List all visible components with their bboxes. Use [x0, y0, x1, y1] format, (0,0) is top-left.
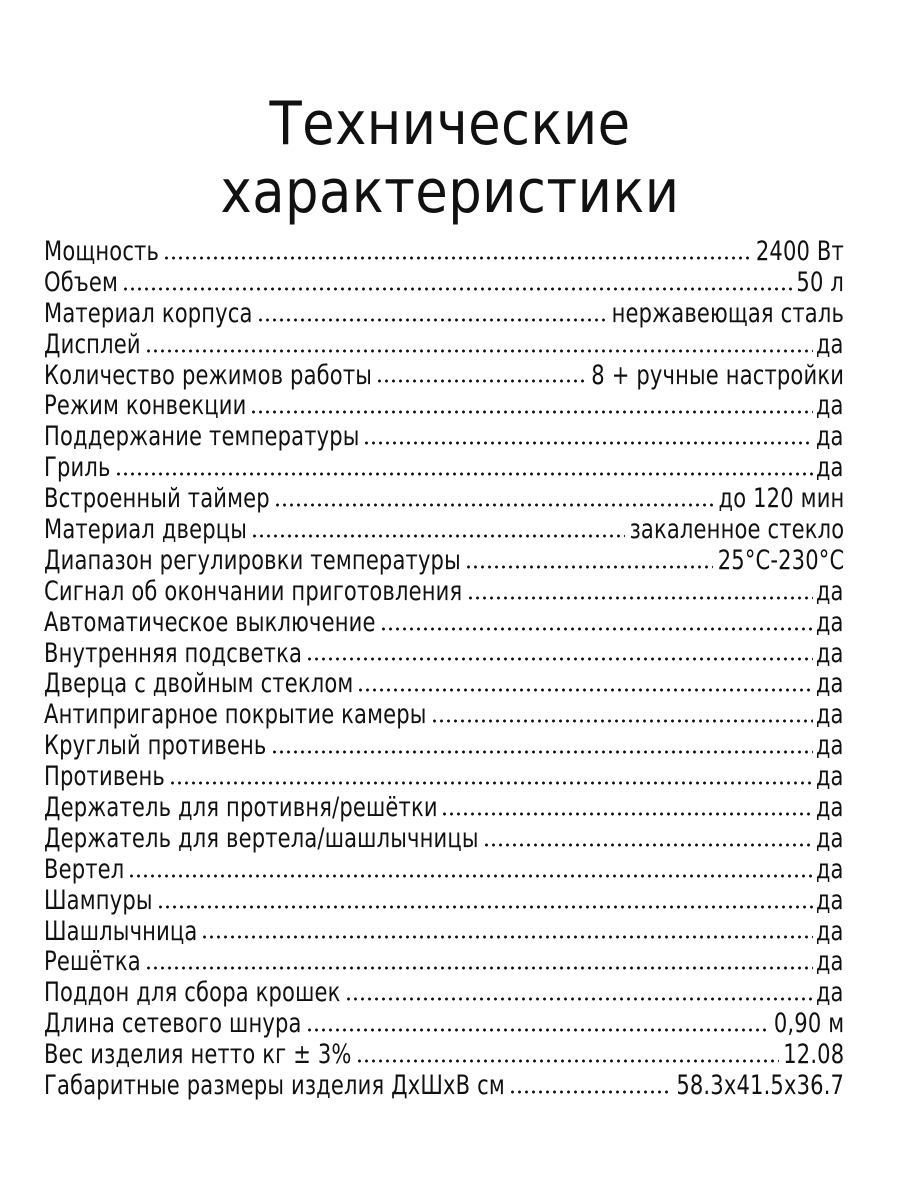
spec-label: Диапазон регулировки температуры [44, 545, 461, 576]
dot-leader [145, 964, 812, 972]
spec-row [44, 978, 844, 1009]
dot-leader [357, 686, 812, 694]
spec-row [44, 669, 844, 700]
dot-leader [250, 408, 813, 416]
spec-row [44, 608, 844, 639]
spec-label: Круглый противень [44, 731, 267, 762]
spec-row [44, 1009, 844, 1040]
spec-value: 58.3x41.5x36.7 [676, 1071, 844, 1102]
dot-leader [128, 872, 812, 880]
spec-value: да [816, 607, 844, 638]
spec-row [44, 700, 844, 731]
spec-value: 12.08 [782, 1040, 844, 1071]
spec-row [44, 299, 844, 330]
spec-row [44, 855, 844, 886]
dot-leader [467, 594, 813, 602]
dot-leader [306, 655, 813, 663]
dot-leader [376, 377, 588, 385]
spec-row [44, 391, 844, 422]
spec-value: да [816, 762, 844, 793]
spec-label: Шампуры [44, 885, 153, 916]
spec-value: 50 л [796, 267, 844, 298]
spec-label: Держатель для вертела/шашлычницы [44, 823, 479, 854]
dot-leader [271, 748, 813, 756]
spec-value: да [816, 823, 844, 854]
spec-label: Длина сетевого шнура [44, 1009, 302, 1040]
dot-leader [345, 995, 813, 1003]
spec-label: Сигнал об окончании приготовления [44, 576, 463, 607]
spec-value: да [816, 669, 844, 700]
spec-value: да [816, 638, 844, 669]
spec-label: Решётка [44, 947, 141, 978]
spec-row [44, 515, 844, 546]
spec-label: Противень [44, 762, 166, 793]
spec-row [44, 824, 844, 855]
spec-row [44, 731, 844, 762]
dot-leader [431, 717, 813, 725]
dot-leader [306, 1026, 770, 1034]
spec-label: Гриль [44, 453, 111, 484]
spec-row [44, 453, 844, 484]
spec-label: Внутренняя подсветка [44, 638, 303, 669]
spec-list [44, 237, 844, 1102]
spec-label: Мощность [44, 237, 160, 267]
spec-label: Габаритные размеры изделия ДхШхВ см [44, 1071, 505, 1102]
dot-leader [363, 439, 812, 447]
dot-leader [257, 316, 607, 324]
spec-value: закаленное стекло [629, 515, 844, 546]
spec-row [44, 361, 844, 392]
spec-row [44, 1040, 844, 1071]
spec-value: да [816, 854, 844, 885]
spec-label: Объем [44, 267, 119, 298]
dot-leader [157, 903, 813, 911]
dot-leader [145, 347, 813, 355]
spec-row [44, 917, 844, 948]
spec-label: Дисплей [44, 329, 141, 360]
spec-label: Поддон для сбора крошек [44, 978, 341, 1009]
spec-row [44, 793, 844, 824]
spec-value: 2400 Вт [755, 237, 844, 267]
dot-leader [483, 841, 813, 849]
page-title [54, 90, 846, 226]
spec-value: да [816, 916, 844, 947]
spec-value: да [816, 731, 844, 762]
dot-leader [122, 285, 792, 293]
spec-value: да [816, 978, 844, 1009]
dot-leader [356, 1057, 779, 1065]
spec-value: да [816, 453, 844, 484]
spec-value: да [816, 793, 844, 824]
dot-leader [251, 532, 625, 540]
spec-value: да [816, 885, 844, 916]
dot-leader [465, 563, 713, 571]
spec-label: Встроенный таймер [44, 484, 270, 515]
spec-row [44, 947, 844, 978]
spec-row [44, 330, 844, 361]
spec-value: нержавеющая сталь [611, 298, 844, 329]
title-line-2: характеристики [220, 157, 680, 228]
spec-row [44, 639, 844, 670]
spec-value: 8 + ручные настройки [591, 360, 844, 391]
spec-label: Количество режимов работы [44, 360, 373, 391]
spec-label: Материал дверцы [44, 515, 248, 546]
dot-leader [169, 779, 812, 787]
spec-value: да [816, 947, 844, 978]
spec-label: Материал корпуса [44, 298, 253, 329]
spec-row [44, 1071, 844, 1102]
dot-leader [115, 470, 813, 478]
dot-leader [380, 625, 813, 633]
spec-row [44, 546, 844, 577]
spec-label: Шашлычница [44, 916, 198, 947]
spec-label: Антипригарное покрытие камеры [44, 700, 427, 731]
spec-value: да [816, 422, 844, 453]
spec-label: Дверца с двойным стеклом [44, 669, 354, 700]
spec-row [44, 237, 844, 268]
spec-value: да [816, 576, 844, 607]
spec-label: Вес изделия нетто кг ± 3% [44, 1040, 352, 1071]
spec-value: да [816, 700, 844, 731]
dot-leader [274, 501, 713, 509]
dot-leader [163, 254, 752, 262]
spec-label: Вертел [44, 854, 125, 885]
title-line-1: Технические [269, 89, 631, 160]
spec-value: до 120 мин [718, 484, 844, 515]
spec-label: Режим конвекции [44, 391, 247, 422]
spec-value: 25°С-230°С [717, 545, 844, 576]
dot-leader [441, 810, 812, 818]
spec-value: 0,90 м [773, 1009, 844, 1040]
spec-row [44, 886, 844, 917]
spec-row [44, 577, 844, 608]
spec-row [44, 762, 844, 793]
spec-label: Автоматическое выключение [44, 607, 376, 638]
spec-row [44, 268, 844, 299]
spec-label: Поддержание температуры [44, 422, 360, 453]
dot-leader [201, 933, 812, 941]
spec-row [44, 484, 844, 515]
spec-value: да [816, 391, 844, 422]
spec-label: Держатель для противня/решётки [44, 793, 438, 824]
spec-value: да [816, 329, 844, 360]
spec-row [44, 422, 844, 453]
dot-leader [509, 1088, 672, 1096]
